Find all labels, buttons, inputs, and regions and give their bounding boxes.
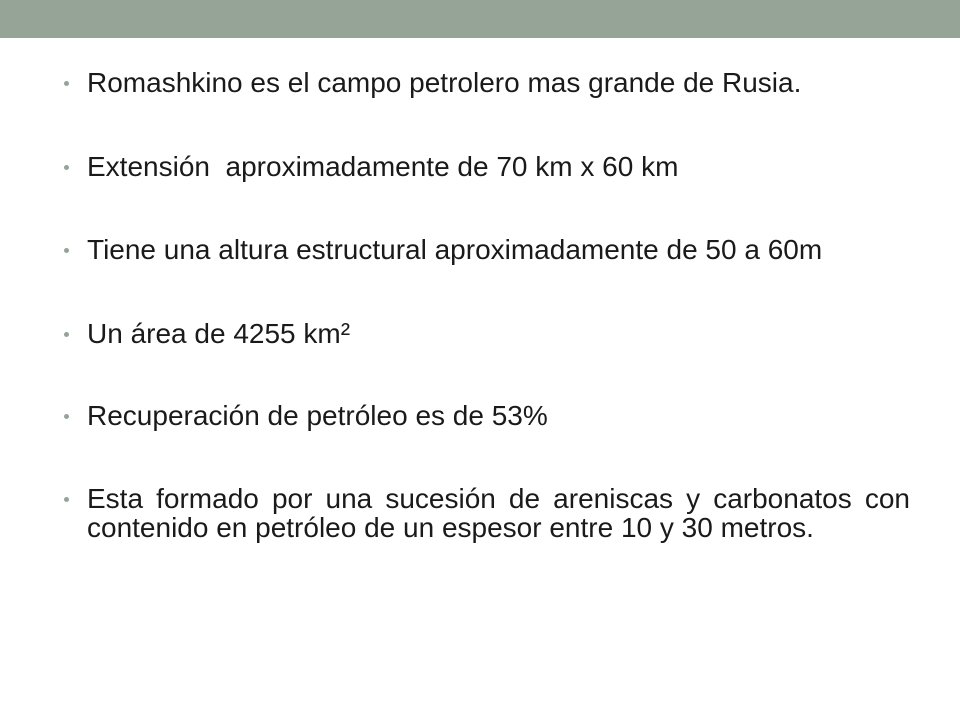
bullet-dot-icon	[64, 165, 69, 170]
bullet-item	[64, 68, 910, 97]
bullet-text: Esta formado por una sucesión de areniscas y carbonatos con contenido en petróleo de un espesor entre 10 y 30 metros.	[87, 483, 910, 543]
bullet-item	[64, 235, 910, 264]
bullet-text: Tiene una altura estructural aproximadamente de 50 a 60m	[87, 234, 823, 265]
bullet-list	[64, 68, 910, 542]
bullet-dot-icon	[64, 497, 69, 502]
bullet-item	[64, 401, 910, 430]
bullet-item	[64, 484, 910, 542]
bullet-dot-icon	[64, 332, 69, 337]
bullet-text: Romashkino es el campo petrolero mas grande de Rusia.	[87, 67, 802, 98]
top-accent-bar	[0, 0, 960, 38]
bullet-text: Un área de 4255 km²	[87, 318, 351, 349]
bullet-dot-icon	[64, 248, 69, 253]
bullet-item	[64, 152, 910, 181]
bullet-dot-icon	[64, 414, 69, 419]
bullet-text: Recuperación de petróleo es de 53%	[87, 400, 548, 431]
bullet-item	[64, 319, 910, 348]
bullet-dot-icon	[64, 81, 69, 86]
bullet-text: Extensión aproximadamente de 70 km x 60 km	[87, 151, 679, 182]
